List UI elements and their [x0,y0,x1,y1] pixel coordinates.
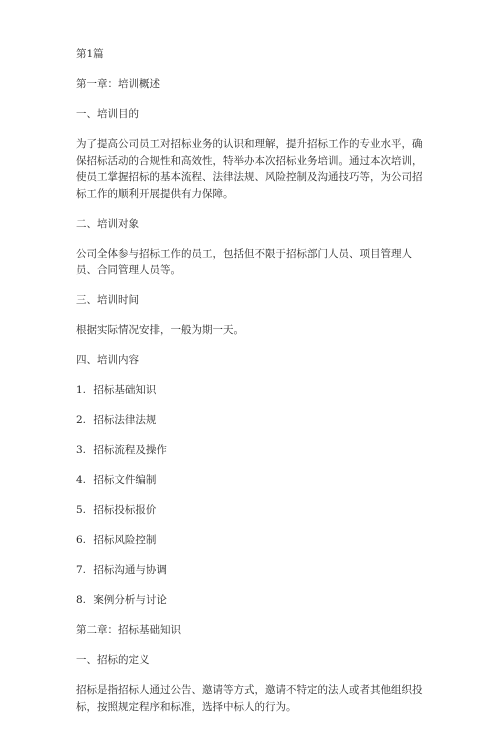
document-page [76,46,428,729]
section-purpose-body: 为了提高公司员工对招标业务的认识和理解，提升招标工作的专业水平，确保招标活动的合规性和高效性，特举办本次招标业务培训。通过本次培训，使员工掌握招标的基本流程、法律法规、风险控制及沟通技巧等，为公司招标工作的顺利开展提供有力保障。 [76,138,423,200]
section-content-heading: 四、培训内容 [76,354,139,366]
section-audience-body: 公司全体参与招标工作的员工，包括但不限于招标部门人员、项目管理人员、合同管理人员等。 [76,247,412,276]
list-item: 5. 招标投标报价 [76,504,157,516]
list-item: 1. 招标基础知识 [76,384,157,396]
part-title: 第1篇 [76,48,104,60]
chapter-1-title: 第一章：培训概述 [76,78,160,90]
list-item: 4. 招标文件编制 [76,474,157,486]
list-item: 6. 招标风险控制 [76,534,157,546]
chapter-2-title: 第二章：招标基础知识 [76,624,181,636]
section-definition-heading: 一、招标的定义 [76,654,150,666]
section-definition-body: 招标是指招标人通过公告、邀请等方式，邀请不特定的法人或者其他组织投标，按照规定程序和标准，选择中标人的行为。 [76,684,423,713]
content-list [76,382,428,609]
section-purpose-heading: 一、培训目的 [76,108,139,120]
list-item: 8. 案例分析与讨论 [76,594,167,606]
list-item: 2. 招标法律法规 [76,414,157,426]
section-time-body: 根据实际情况安排，一般为期一天。 [76,324,244,336]
section-audience-heading: 二、培训对象 [76,217,139,230]
section-time-heading: 三、培训时间 [76,294,139,306]
list-item: 7. 招标沟通与协调 [76,564,167,576]
list-item: 3. 招标流程及操作 [76,444,167,456]
